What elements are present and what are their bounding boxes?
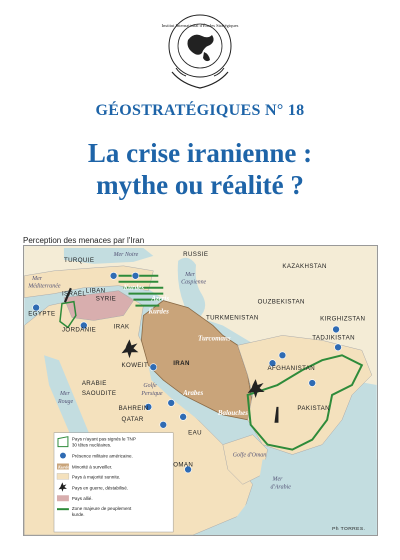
label-kazakhstan: KAZAKHSTAN xyxy=(282,262,327,270)
label-turkmenistan: TURKMENISTAN xyxy=(205,314,259,322)
sea-arabie-1: Mer xyxy=(272,476,283,483)
sea-golfe: Golfe xyxy=(143,383,157,390)
sea-caspienne-1: Mer xyxy=(185,271,196,278)
label-ouzbekistan: OUZBEKISTAN xyxy=(257,298,305,306)
sea-noire: Mer Noire xyxy=(113,251,139,258)
legend-allie-swatch xyxy=(57,495,69,501)
legend-zone-1: Zone majeure de peuplement xyxy=(71,506,132,512)
legend-sunnite-swatch xyxy=(57,473,69,479)
legend-minorite: Minorité à surveiller. xyxy=(71,464,113,470)
region-balouches: Balouches xyxy=(217,408,248,417)
label-russie: RUSSIE xyxy=(183,250,209,258)
label-pakistan: PAKISTAN xyxy=(297,404,330,412)
region-kurdes-2: Kurdes xyxy=(148,307,169,316)
region-arabes: Arabes xyxy=(183,388,204,397)
label-israel: ISRAËL xyxy=(61,290,87,298)
map-caption: Perception des menaces par l'Iran xyxy=(23,236,145,245)
label-saoudite: SAOUDITE xyxy=(81,389,117,397)
legend-kurdes-label: Kurdes xyxy=(57,464,72,470)
region-turcomans: Turcomans xyxy=(198,334,231,343)
label-iran: IRAN xyxy=(173,360,190,368)
institute-logo xyxy=(161,12,239,92)
label-koweit: KOWEIT xyxy=(121,362,149,370)
label-afghanistan: AFGHANISTAN xyxy=(267,365,316,373)
label-tadjikistan: TADJIKISTAN xyxy=(312,334,355,342)
legend-zone-2: kurde. xyxy=(71,512,85,518)
label-bahrein: BAHREIN xyxy=(118,404,149,412)
region-kurdes: Kurdes xyxy=(123,283,144,292)
sea-med-2: Méditerranée xyxy=(28,283,61,290)
label-turquie: TURQUIE xyxy=(63,256,95,264)
map-legend xyxy=(54,433,173,532)
label-arabie: ARABIE xyxy=(81,380,107,388)
label-jordanie: JORDANIE xyxy=(61,326,97,334)
page-title-line1: La crise iranienne : xyxy=(87,138,313,168)
legend-allie: Pays allié. xyxy=(71,496,93,502)
legend-guerre: Pays en guerre, déstabilisé. xyxy=(71,485,129,491)
sea-caspienne-2: Caspienne xyxy=(181,279,207,286)
map-credit: Ph TORRES. xyxy=(332,527,366,533)
legend-us-icon xyxy=(60,453,66,459)
region-azeris: Azeris xyxy=(151,294,170,303)
label-eau: EAU xyxy=(188,429,202,437)
label-qatar: QATAR xyxy=(121,415,144,423)
threat-map xyxy=(23,245,378,536)
sea-med-1: Mer xyxy=(32,275,43,282)
label-egypte: EGYPTE xyxy=(28,310,56,318)
sea-rouge-1: Mer xyxy=(59,390,70,397)
label-syrie: SYRIE xyxy=(95,295,117,303)
legend-sunnite: Pays à majorité sunnite. xyxy=(71,474,121,480)
label-liban: LIBAN xyxy=(85,287,106,295)
sea-arabie-2: d'Arabie xyxy=(270,484,291,491)
label-oman: OMAN xyxy=(173,461,194,469)
sea-persique: Persique xyxy=(141,390,163,397)
legend-tnp-2: 30 têtes nucléaires. xyxy=(71,442,112,448)
legend-tnp-1: Pays n'ayant pas signés le TNP xyxy=(71,436,136,442)
globe-icon xyxy=(179,25,221,67)
series-title: GÉOSTRATÉGIQUES N° 18 xyxy=(95,102,305,119)
label-irak: IRAK xyxy=(113,323,130,331)
label-kirghizstan: KIRGHIZSTAN xyxy=(320,315,366,323)
sea-oman: Golfe d'Oman xyxy=(232,452,267,459)
legend-us: Présence militaire américaine. xyxy=(71,453,133,459)
sea-rouge-2: Rouge xyxy=(57,398,74,405)
page-title-line2: mythe ou réalité ? xyxy=(96,170,304,200)
logo-ring-text: Institut International d'Études Stratégiques xyxy=(161,23,239,28)
